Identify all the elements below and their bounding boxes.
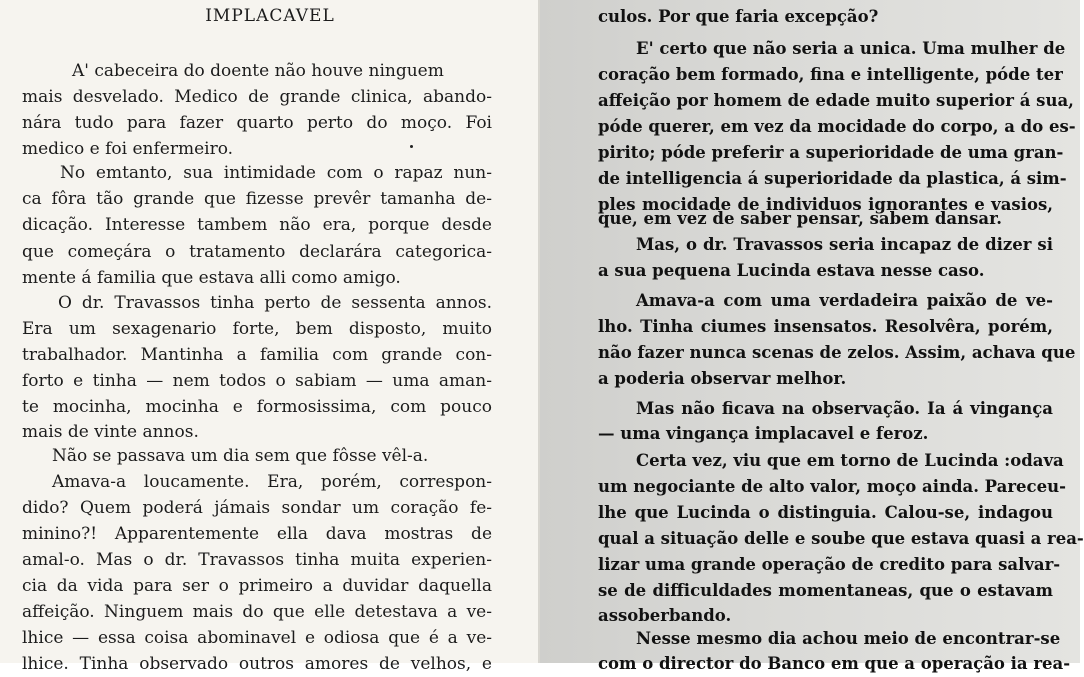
text-line: assoberbando. — [598, 606, 732, 625]
text-line: com o director do Banco em que a operação ia rea- — [598, 654, 1071, 673]
text-line: que começára o tratamento declarára categorica- — [22, 242, 492, 262]
text-line: ples mocidade de individuos ignorantes e vasios, — [598, 195, 1053, 214]
text-line: Nesse mesmo dia achou meio de encontrar-se — [636, 629, 1061, 648]
text-line: culos. Por que faria excepção? — [598, 7, 879, 26]
text-line: coração bem formado, fina e intelligente, póde ter — [598, 65, 1063, 84]
chapter-title: IMPLACAVEL — [205, 6, 335, 26]
text-line: a sua pequena Lucinda estava nesse caso. — [598, 261, 985, 280]
text-line: Mas, o dr. Travassos seria incapaz de dizer si — [636, 235, 1053, 254]
text-line: affeição por homem de edade muito superior á sua, — [598, 91, 1074, 110]
text-line: medico e foi enfermeiro. — [22, 139, 234, 159]
text-line: Era um sexagenario forte, bem disposto, muito — [22, 319, 492, 339]
text-line: a poderia observar melhor. — [598, 369, 847, 388]
text-line: Certa vez, viu que em torno de Lucinda :odava — [636, 451, 1064, 470]
text-line: póde querer, em vez da mocidade do corpo, a do es- — [598, 117, 1076, 136]
text-line: qual a situação delle e soube que estava quasi a rea- — [598, 529, 1084, 548]
text-line: lhice — essa coisa abominavel e odiosa que é a ve- — [22, 628, 492, 648]
text-line: forto e tinha — nem todos o sabiam — uma aman- — [22, 371, 492, 391]
text-line: um negociante de alto valor, moço ainda. Pareceu- — [598, 477, 1066, 496]
text-line: dicação. Interesse tambem não era, porque desde — [22, 215, 492, 235]
text-line: de intelligencia á superioridade da plastica, á sim- — [598, 169, 1067, 188]
text-line: te mocinha, mocinha e formosissima, com pouco — [22, 397, 492, 417]
text-line: amal-o. Mas o dr. Travassos tinha muita experien- — [22, 550, 492, 570]
text-line: lhe que Lucinda o distinguia. Calou-se, indagou — [598, 503, 1053, 522]
text-line: lhice. Tinha observado outros amores de velhos, e — [22, 654, 492, 674]
text-line: pirito; póde preferir a superioridade de uma gran- — [598, 143, 1064, 162]
text-line: cia da vida para ser o primeiro a duvidar daquella — [22, 576, 492, 596]
text-line: ca fôra tão grande que fizesse prevêr tamanha de- — [22, 189, 492, 209]
text-line: Amava-a com uma verdadeira paixão de ve- — [636, 291, 1053, 310]
text-line: mente á familia que estava alli como amigo. — [22, 268, 401, 288]
text-line: Não se passava um dia sem que fôsse vêl-a. — [52, 446, 429, 466]
text-line: trabalhador. Mantinha a familia com grande con- — [22, 345, 492, 365]
text-line: affeição. Ninguem mais do que elle detestava a ve- — [22, 602, 492, 622]
text-line: se de difficuldades momentaneas, que o estavam — [598, 581, 1053, 600]
text-line: Amava-a loucamente. Era, porém, correspon- — [52, 472, 492, 492]
text-line: No emtanto, sua intimidade com o rapaz nun- — [60, 163, 492, 183]
text-line: não fazer nunca scenas de zelos. Assim, achava que — [598, 343, 1076, 362]
text-line: lizar uma grande operação de credito para salvar- — [598, 555, 1061, 574]
left-page — [0, 0, 540, 674]
text-line: Mas não ficava na observação. Ia á vingança — [636, 399, 1053, 418]
text-line: que, em vez de saber pensar, sabem dansar. — [598, 209, 1002, 228]
text-line: dido? Quem poderá jámais sondar um coração fe- — [22, 498, 492, 518]
text-line: O dr. Travassos tinha perto de sessenta annos. — [58, 293, 492, 313]
ink-speck — [410, 145, 413, 148]
text-line: lho. Tinha ciumes insensatos. Resolvêra, porém, — [598, 317, 1053, 336]
text-line: mais desvelado. Medico de grande clinica, abando- — [22, 87, 492, 107]
text-line: E' certo que não seria a unica. Uma mulher de — [636, 39, 1066, 58]
text-line: mais de vinte annos. — [22, 422, 199, 442]
right-page — [540, 0, 1084, 673]
text-line: nára tudo para fazer quarto perto do moço. Foi — [22, 113, 492, 133]
text-line: A' cabeceira do doente não houve ninguem — [72, 61, 444, 81]
text-line: — uma vingança implacavel e feroz. — [598, 424, 929, 443]
text-line: minino?! Apparentemente ella dava mostras de — [22, 524, 492, 544]
